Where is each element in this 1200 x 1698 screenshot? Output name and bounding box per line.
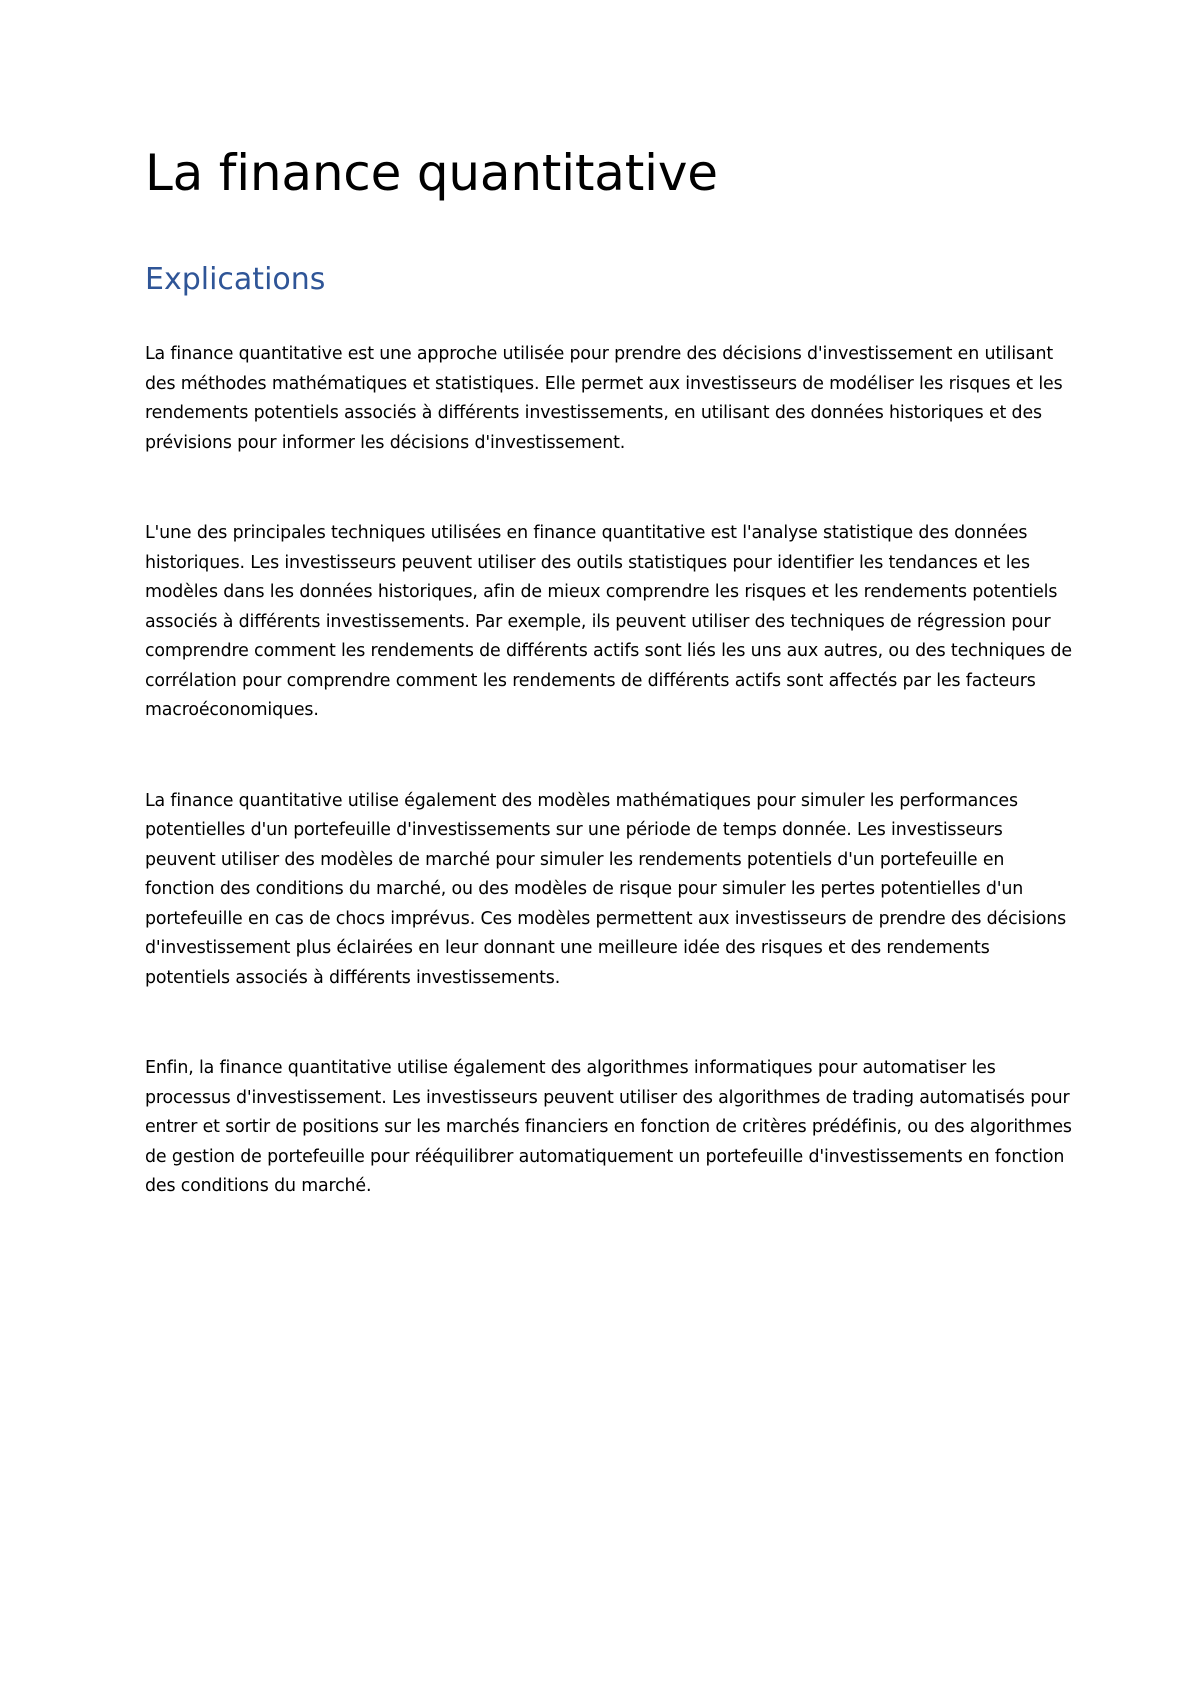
paragraph-3: La finance quantitative utilise également des modèles mathématiques pour simuler les performances potentielles d'un portefeuille d'investissements sur une période de temps donnée. Les investisseurs peuvent utiliser des modèles de marché pour simuler les rendements potentiels d'un portefeuille en fonction des conditions du marché, ou des modèles de risque pour simuler les pertes potentielles d'un portefeuille en cas de chocs imprévus. Ces modèles permettent aux investisseurs de prendre des décisions d'investissement plus éclairées en leur donnant une meilleure idée des risques et des rendements potentiels associés à différents investissements.: [145, 790, 1067, 988]
paragraph-4: Enfin, la finance quantitative utilise également des algorithmes informatiques pour automatiser les processus d'investissement. Les investisseurs peuvent utiliser des algorithmes de trading automatisés pour entrer et sortir de positions sur les marchés financiers en fonction de critères prédéfinis, ou des algorithmes de gestion de portefeuille pour rééquilibrer automatiquement un portefeuille d'investissements en fonction des conditions du marché.: [145, 1058, 1072, 1196]
paragraph-1: La finance quantitative est une approche utilisée pour prendre des décisions d'investissement en utilisant des méthodes mathématiques et statistiques. Elle permet aux investisseurs de modéliser les risques et les rendements potentiels associés à différents investissements, en utilisant des données historiques et des prévisions pour informer les décisions d'investissement.: [145, 344, 1063, 453]
document-title: La finance quantitative: [145, 144, 718, 202]
section-heading-explications: Explications: [145, 262, 326, 297]
document-body: [145, 138, 1075, 1202]
paragraph-2: L'une des principales techniques utilisées en finance quantitative est l'analyse statistique des données historiques. Les investisseurs peuvent utiliser des outils statistiques pour identifier les tendances et les modèles dans les données historiques, afin de mieux comprendre les risques et les rendements potentiels associés à différents investissements. Par exemple, ils peuvent utiliser des techniques de régression pour comprendre comment les rendements de différents actifs sont liés les uns aux autres, ou des techniques de corrélation pour comprendre comment les rendements de différents actifs sont affectés par les facteurs macroéconomiques.: [145, 523, 1072, 720]
